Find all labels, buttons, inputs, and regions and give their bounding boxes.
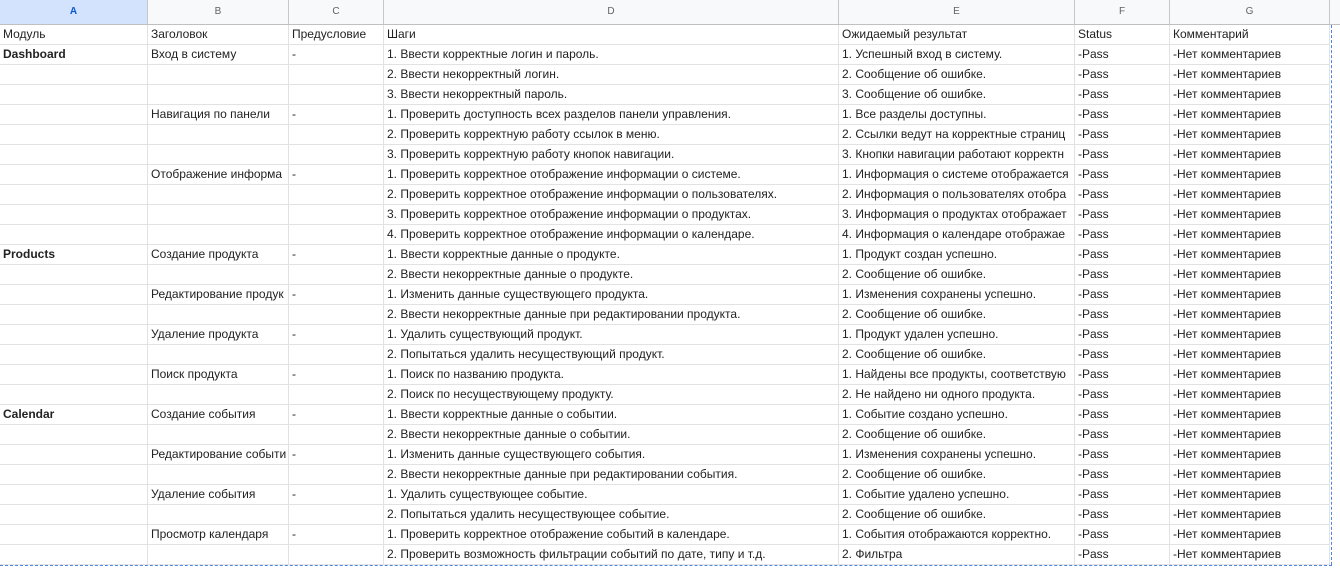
table-row <box>0 405 1340 425</box>
expected-cell[interactable]: 1. Продукт удален успешно. <box>839 325 1075 345</box>
header-cell-comment[interactable]: Комментарий <box>1170 25 1330 45</box>
precondition-cell[interactable]: - <box>289 325 384 345</box>
comment-cell[interactable]: -Нет комментариев <box>1170 345 1330 365</box>
header-cell-precondition[interactable]: Предусловие <box>289 25 384 45</box>
title-cell[interactable]: Вход в систему <box>148 45 289 65</box>
precondition-cell[interactable] <box>289 385 384 405</box>
steps-cell[interactable]: 4. Проверить корректное отображение информации о календаре. <box>384 225 839 245</box>
title-cell[interactable] <box>148 385 289 405</box>
steps-cell[interactable]: 1. Изменить данные существующего события. <box>384 445 839 465</box>
steps-cell[interactable]: 1. Изменить данные существующего продукта. <box>384 285 839 305</box>
expected-cell[interactable]: 2. Сообщение об ошибке. <box>839 505 1075 525</box>
table-row <box>0 545 1340 565</box>
status-cell[interactable]: -Pass <box>1075 45 1170 65</box>
comment-cell[interactable]: -Нет комментариев <box>1170 185 1330 205</box>
column-header-d[interactable]: D <box>384 0 839 24</box>
expected-cell[interactable]: 2. Сообщение об ошибке. <box>839 65 1075 85</box>
module-cell[interactable] <box>0 465 148 485</box>
precondition-cell[interactable] <box>289 85 384 105</box>
steps-cell[interactable]: 2. Ввести некорректный логин. <box>384 65 839 85</box>
steps-cell[interactable]: 2. Попытаться удалить несуществующее событие. <box>384 505 839 525</box>
table-row <box>0 145 1340 165</box>
module-cell[interactable]: Products <box>0 245 148 265</box>
precondition-cell[interactable]: - <box>289 485 384 505</box>
expected-cell[interactable]: 2. Сообщение об ошибке. <box>839 265 1075 285</box>
comment-cell[interactable]: -Нет комментариев <box>1170 385 1330 405</box>
table-row <box>0 385 1340 405</box>
status-cell[interactable]: -Pass <box>1075 325 1170 345</box>
comment-cell[interactable]: -Нет комментариев <box>1170 465 1330 485</box>
title-cell[interactable] <box>148 545 289 565</box>
precondition-cell[interactable] <box>289 185 384 205</box>
precondition-cell[interactable]: - <box>289 445 384 465</box>
expected-cell[interactable]: 2. Сообщение об ошибке. <box>839 465 1075 485</box>
title-cell[interactable] <box>148 205 289 225</box>
title-cell[interactable] <box>148 305 289 325</box>
steps-cell[interactable]: 2. Проверить возможность фильтрации событий по дате, типу и т.д. <box>384 545 839 565</box>
module-cell[interactable] <box>0 225 148 245</box>
table-row <box>0 525 1340 545</box>
title-cell[interactable] <box>148 185 289 205</box>
cell-grid <box>0 25 1340 565</box>
expected-cell[interactable]: 2. Сообщение об ошибке. <box>839 425 1075 445</box>
module-cell[interactable] <box>0 105 148 125</box>
expected-cell[interactable]: 4. Информация о календаре отображае <box>839 225 1075 245</box>
precondition-cell[interactable]: - <box>289 245 384 265</box>
module-cell[interactable] <box>0 345 148 365</box>
table-row <box>0 85 1340 105</box>
module-cell[interactable] <box>0 545 148 565</box>
table-row <box>0 265 1340 285</box>
module-cell[interactable] <box>0 425 148 445</box>
title-cell[interactable] <box>148 125 289 145</box>
comment-cell[interactable]: -Нет комментариев <box>1170 85 1330 105</box>
steps-cell[interactable]: 2. Ввести некорректные данные о событии. <box>384 425 839 445</box>
module-cell[interactable]: Dashboard <box>0 45 148 65</box>
title-cell[interactable] <box>148 265 289 285</box>
title-cell[interactable]: Удаление события <box>148 485 289 505</box>
module-cell[interactable] <box>0 305 148 325</box>
status-cell[interactable]: -Pass <box>1075 365 1170 385</box>
steps-cell[interactable]: 1. Проверить корректное отображение информации о системе. <box>384 165 839 185</box>
expected-cell[interactable]: 1. Успешный вход в систему. <box>839 45 1075 65</box>
expected-cell[interactable]: 1. Все разделы доступны. <box>839 105 1075 125</box>
status-cell[interactable]: -Pass <box>1075 165 1170 185</box>
steps-cell[interactable]: 3. Проверить корректную работу кнопок навигации. <box>384 145 839 165</box>
status-cell[interactable]: -Pass <box>1075 125 1170 145</box>
expected-cell[interactable]: 1. Изменения сохранены успешно. <box>839 445 1075 465</box>
precondition-cell[interactable]: - <box>289 365 384 385</box>
table-row <box>0 445 1340 465</box>
column-header-f[interactable]: F <box>1075 0 1170 24</box>
title-cell[interactable] <box>148 225 289 245</box>
module-cell[interactable] <box>0 265 148 285</box>
precondition-cell[interactable] <box>289 265 384 285</box>
comment-cell[interactable]: -Нет комментариев <box>1170 285 1330 305</box>
comment-cell[interactable]: -Нет комментариев <box>1170 105 1330 125</box>
status-cell[interactable]: -Pass <box>1075 185 1170 205</box>
table-row <box>0 45 1340 65</box>
precondition-cell[interactable] <box>289 345 384 365</box>
status-cell[interactable]: -Pass <box>1075 65 1170 85</box>
status-cell[interactable]: -Pass <box>1075 205 1170 225</box>
status-cell[interactable]: -Pass <box>1075 285 1170 305</box>
status-cell[interactable]: -Pass <box>1075 465 1170 485</box>
comment-cell[interactable]: -Нет комментариев <box>1170 405 1330 425</box>
header-cell-steps[interactable]: Шаги <box>384 25 839 45</box>
module-cell[interactable] <box>0 505 148 525</box>
module-cell[interactable] <box>0 85 148 105</box>
steps-cell[interactable]: 2. Ввести некорректные данные о продукте. <box>384 265 839 285</box>
steps-cell[interactable]: 1. Поиск по названию продукта. <box>384 365 839 385</box>
comment-cell[interactable]: -Нет комментариев <box>1170 145 1330 165</box>
expected-cell[interactable]: 2. Сообщение об ошибке. <box>839 305 1075 325</box>
comment-cell[interactable]: -Нет комментариев <box>1170 425 1330 445</box>
expected-cell[interactable]: 1. События отображаются корректно. <box>839 525 1075 545</box>
module-cell[interactable] <box>0 485 148 505</box>
selection-border-bottom <box>0 565 1332 566</box>
comment-cell[interactable]: -Нет комментариев <box>1170 45 1330 65</box>
steps-cell[interactable]: 1. Ввести корректные данные о событии. <box>384 405 839 425</box>
steps-cell[interactable]: 1. Проверить доступность всех разделов панели управления. <box>384 105 839 125</box>
steps-cell[interactable]: 1. Удалить существующее событие. <box>384 485 839 505</box>
steps-cell[interactable]: 2. Проверить корректную работу ссылок в меню. <box>384 125 839 145</box>
table-row <box>0 365 1340 385</box>
status-cell[interactable]: -Pass <box>1075 145 1170 165</box>
table-row <box>0 225 1340 245</box>
title-cell[interactable]: Удаление продукта <box>148 325 289 345</box>
module-cell[interactable] <box>0 185 148 205</box>
steps-cell[interactable]: 3. Ввести некорректный пароль. <box>384 85 839 105</box>
table-row <box>0 505 1340 525</box>
header-row <box>0 25 1340 45</box>
comment-cell[interactable]: -Нет комментариев <box>1170 505 1330 525</box>
column-header-g[interactable]: G <box>1170 0 1330 24</box>
status-cell[interactable]: -Pass <box>1075 105 1170 125</box>
comment-cell[interactable]: -Нет комментариев <box>1170 265 1330 285</box>
table-row <box>0 325 1340 345</box>
expected-cell[interactable]: 1. Информация о системе отображается <box>839 165 1075 185</box>
expected-cell[interactable]: 3. Кнопки навигации работают корректн <box>839 145 1075 165</box>
expected-cell[interactable]: 2. Сообщение об ошибке. <box>839 345 1075 365</box>
comment-cell[interactable]: -Нет комментариев <box>1170 165 1330 185</box>
title-cell[interactable]: Навигация по панели <box>148 105 289 125</box>
precondition-cell[interactable]: - <box>289 525 384 545</box>
table-row <box>0 245 1340 265</box>
expected-cell[interactable]: 2. Ссылки ведут на корректные страниц <box>839 125 1075 145</box>
precondition-cell[interactable] <box>289 145 384 165</box>
expected-cell[interactable]: 3. Информация о продуктах отображает <box>839 205 1075 225</box>
status-cell[interactable]: -Pass <box>1075 405 1170 425</box>
precondition-cell[interactable]: - <box>289 405 384 425</box>
table-row <box>0 345 1340 365</box>
table-row <box>0 285 1340 305</box>
status-cell[interactable]: -Pass <box>1075 385 1170 405</box>
expected-cell[interactable]: 2. Фильтра <box>839 545 1075 565</box>
module-cell[interactable] <box>0 65 148 85</box>
module-cell[interactable]: Calendar <box>0 405 148 425</box>
column-header-e[interactable]: E <box>839 0 1075 24</box>
title-cell[interactable]: Создание продукта <box>148 245 289 265</box>
steps-cell[interactable]: 3. Проверить корректное отображение информации о продуктах. <box>384 205 839 225</box>
comment-cell[interactable]: -Нет комментариев <box>1170 125 1330 145</box>
column-header-c[interactable]: C <box>289 0 384 24</box>
precondition-cell[interactable] <box>289 225 384 245</box>
expected-cell[interactable]: 1. Найдены все продукты, соответствую <box>839 365 1075 385</box>
precondition-cell[interactable] <box>289 505 384 525</box>
comment-cell[interactable]: -Нет комментариев <box>1170 365 1330 385</box>
expected-cell[interactable]: 1. Событие создано успешно. <box>839 405 1075 425</box>
comment-cell[interactable]: -Нет комментариев <box>1170 525 1330 545</box>
precondition-cell[interactable] <box>289 125 384 145</box>
title-cell[interactable]: Просмотр календаря <box>148 525 289 545</box>
steps-cell[interactable]: 2. Попытаться удалить несуществующий продукт. <box>384 345 839 365</box>
comment-cell[interactable]: -Нет комментариев <box>1170 445 1330 465</box>
selection-border-right <box>1331 25 1332 565</box>
precondition-cell[interactable]: - <box>289 105 384 125</box>
expected-cell[interactable]: 1. Продукт создан успешно. <box>839 245 1075 265</box>
expected-cell[interactable]: 2. Информация о пользователях отобра <box>839 185 1075 205</box>
table-row <box>0 205 1340 225</box>
precondition-cell[interactable]: - <box>289 285 384 305</box>
module-cell[interactable] <box>0 145 148 165</box>
precondition-cell[interactable] <box>289 425 384 445</box>
precondition-cell[interactable]: - <box>289 165 384 185</box>
steps-cell[interactable]: 2. Ввести некорректные данные при редактировании события. <box>384 465 839 485</box>
title-cell[interactable]: Создание события <box>148 405 289 425</box>
title-cell[interactable] <box>148 425 289 445</box>
title-cell[interactable] <box>148 65 289 85</box>
precondition-cell[interactable] <box>289 205 384 225</box>
status-cell[interactable]: -Pass <box>1075 545 1170 565</box>
module-cell[interactable] <box>0 525 148 545</box>
steps-cell[interactable]: 2. Поиск по несуществующему продукту. <box>384 385 839 405</box>
column-header-bar <box>0 0 1340 25</box>
status-cell[interactable]: -Pass <box>1075 345 1170 365</box>
precondition-cell[interactable] <box>289 305 384 325</box>
expected-cell[interactable]: 2. Не найдено ни одного продукта. <box>839 385 1075 405</box>
precondition-cell[interactable] <box>289 65 384 85</box>
title-cell[interactable]: Редактирование событи <box>148 445 289 465</box>
expected-cell[interactable]: 1. Изменения сохранены успешно. <box>839 285 1075 305</box>
module-cell[interactable] <box>0 445 148 465</box>
steps-cell[interactable]: 1. Удалить существующий продукт. <box>384 325 839 345</box>
title-cell[interactable] <box>148 345 289 365</box>
header-cell-expected[interactable]: Ожидаемый результат <box>839 25 1075 45</box>
title-cell[interactable]: Редактирование продук <box>148 285 289 305</box>
comment-cell[interactable]: -Нет комментариев <box>1170 485 1330 505</box>
module-cell[interactable] <box>0 205 148 225</box>
steps-cell[interactable]: 2. Ввести некорректные данные при редактировании продукта. <box>384 305 839 325</box>
status-cell[interactable]: -Pass <box>1075 425 1170 445</box>
status-cell[interactable]: -Pass <box>1075 445 1170 465</box>
title-cell[interactable] <box>148 505 289 525</box>
table-row <box>0 125 1340 145</box>
title-cell[interactable] <box>148 465 289 485</box>
column-header-b[interactable]: B <box>148 0 289 24</box>
table-row <box>0 425 1340 445</box>
precondition-cell[interactable]: - <box>289 45 384 65</box>
module-cell[interactable] <box>0 125 148 145</box>
module-cell[interactable] <box>0 365 148 385</box>
expected-cell[interactable]: 1. Событие удалено успешно. <box>839 485 1075 505</box>
table-row <box>0 165 1340 185</box>
title-cell[interactable] <box>148 85 289 105</box>
comment-cell[interactable]: -Нет комментариев <box>1170 545 1330 565</box>
comment-cell[interactable]: -Нет комментариев <box>1170 325 1330 345</box>
precondition-cell[interactable] <box>289 465 384 485</box>
table-row <box>0 65 1340 85</box>
comment-cell[interactable]: -Нет комментариев <box>1170 65 1330 85</box>
status-cell[interactable]: -Pass <box>1075 225 1170 245</box>
table-row <box>0 465 1340 485</box>
module-cell[interactable] <box>0 385 148 405</box>
module-cell[interactable] <box>0 285 148 305</box>
module-cell[interactable] <box>0 165 148 185</box>
status-cell[interactable]: -Pass <box>1075 245 1170 265</box>
comment-cell[interactable]: -Нет комментариев <box>1170 305 1330 325</box>
header-cell-title[interactable]: Заголовок <box>148 25 289 45</box>
status-cell[interactable]: -Pass <box>1075 525 1170 545</box>
table-row <box>0 105 1340 125</box>
column-header-a[interactable]: A <box>0 0 148 24</box>
comment-cell[interactable]: -Нет комментариев <box>1170 245 1330 265</box>
expected-cell[interactable]: 3. Сообщение об ошибке. <box>839 85 1075 105</box>
title-cell[interactable]: Поиск продукта <box>148 365 289 385</box>
header-cell-status[interactable]: Status <box>1075 25 1170 45</box>
steps-cell[interactable]: 1. Проверить корректное отображение событий в календаре. <box>384 525 839 545</box>
comment-cell[interactable]: -Нет комментариев <box>1170 225 1330 245</box>
comment-cell[interactable]: -Нет комментариев <box>1170 205 1330 225</box>
header-cell-module[interactable]: Модуль <box>0 25 148 45</box>
status-cell[interactable]: -Pass <box>1075 505 1170 525</box>
module-cell[interactable] <box>0 325 148 345</box>
status-cell[interactable]: -Pass <box>1075 85 1170 105</box>
table-row <box>0 185 1340 205</box>
table-row <box>0 485 1340 505</box>
status-cell[interactable]: -Pass <box>1075 305 1170 325</box>
steps-cell[interactable]: 1. Ввести корректные логин и пароль. <box>384 45 839 65</box>
title-cell[interactable] <box>148 145 289 165</box>
status-cell[interactable]: -Pass <box>1075 265 1170 285</box>
table-row <box>0 305 1340 325</box>
steps-cell[interactable]: 2. Проверить корректное отображение информации о пользователях. <box>384 185 839 205</box>
status-cell[interactable]: -Pass <box>1075 485 1170 505</box>
title-cell[interactable]: Отображение информа <box>148 165 289 185</box>
precondition-cell[interactable] <box>289 545 384 565</box>
steps-cell[interactable]: 1. Ввести корректные данные о продукте. <box>384 245 839 265</box>
